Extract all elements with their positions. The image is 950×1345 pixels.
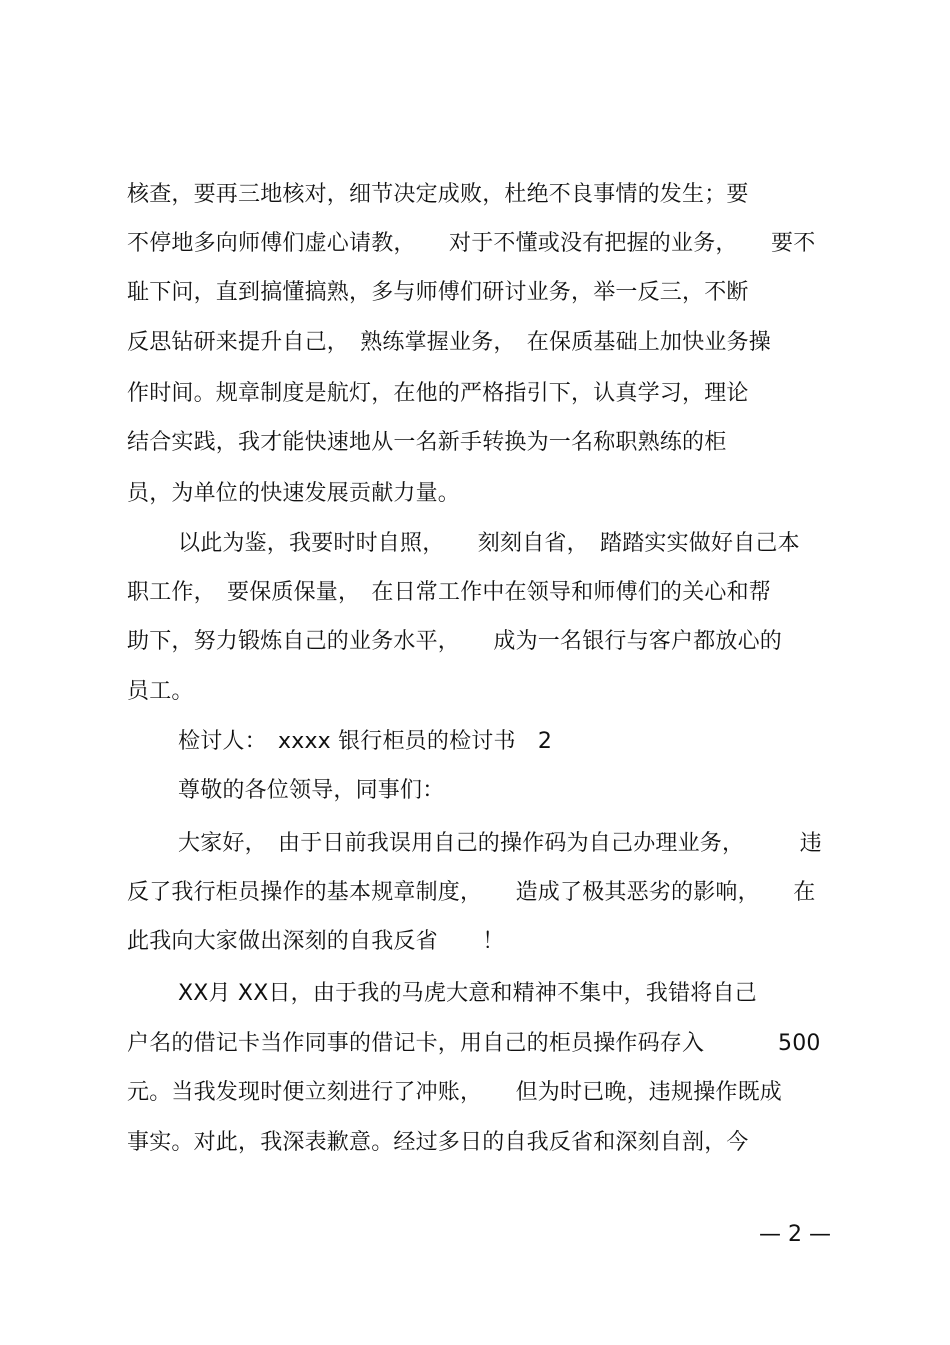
text-line-1: 核查，要再三地核对，细节决定成败，杜绝不良事情的发生；要	[127, 182, 749, 207]
text-line-7: 员，为单位的快速发展贡献力量。	[127, 481, 461, 506]
text-line-8: 以此为鉴，我要时时自照， 刻刻自省， 踏踏实实做好自己本	[178, 531, 800, 556]
text-line-9: 职工作， 要保质保量， 在日常工作中在领导和师傅们的关心和帮	[127, 580, 772, 605]
text-line-15: 反了我行柜员操作的基本规章制度， 造成了极其恶劣的影响， 在	[127, 880, 816, 905]
text-line-19: 元。当我发现时便立刻进行了冲账， 但为时已晚，违规操作既成	[127, 1080, 783, 1105]
text-line-13: 尊敬的各位领导，同事们：	[178, 778, 445, 803]
text-line-14: 大家好， 由于日前我误用自己的操作码为自己办理业务， 违	[178, 831, 823, 856]
text-line-10: 助下，努力锻炼自己的业务水平， 成为一名银行与客户都放心的	[127, 629, 783, 654]
text-line-17: XX月 XX日，由于我的马虎大意和精神不集中，我错将自己	[178, 981, 757, 1006]
text-line-18: 户名的借记卡当作同事的借记卡，用自己的柜员操作码存入 500	[127, 1031, 821, 1056]
text-line-12: 检讨人： xxxx 银行柜员的检讨书 2	[178, 729, 553, 754]
text-line-16: 此我向大家做出深刻的自我反省 ！	[127, 929, 505, 954]
text-line-3: 耻下问，直到搞懂搞熟，多与师傅们研讨业务，举一反三，不断	[127, 280, 749, 305]
text-line-6: 结合实践，我才能快速地从一名新手转换为一名称职熟练的柜	[127, 430, 727, 455]
text-line-2: 不停地多向师傅们虚心请教， 对于不懂或没有把握的业务， 要不	[127, 231, 816, 256]
text-line-20: 事实。对此，我深表歉意。经过多日的自我反省和深刻自剖，今	[127, 1130, 749, 1155]
text-line-5: 作时间。规章制度是航灯，在他的严格指引下，认真学习，理论	[127, 381, 749, 406]
text-line-11: 员工。	[127, 679, 194, 704]
text-line-4: 反思钻研来提升自己， 熟练掌握业务， 在保质基础上加快业务操	[127, 330, 772, 355]
page-number: — 2 —	[759, 1222, 831, 1247]
